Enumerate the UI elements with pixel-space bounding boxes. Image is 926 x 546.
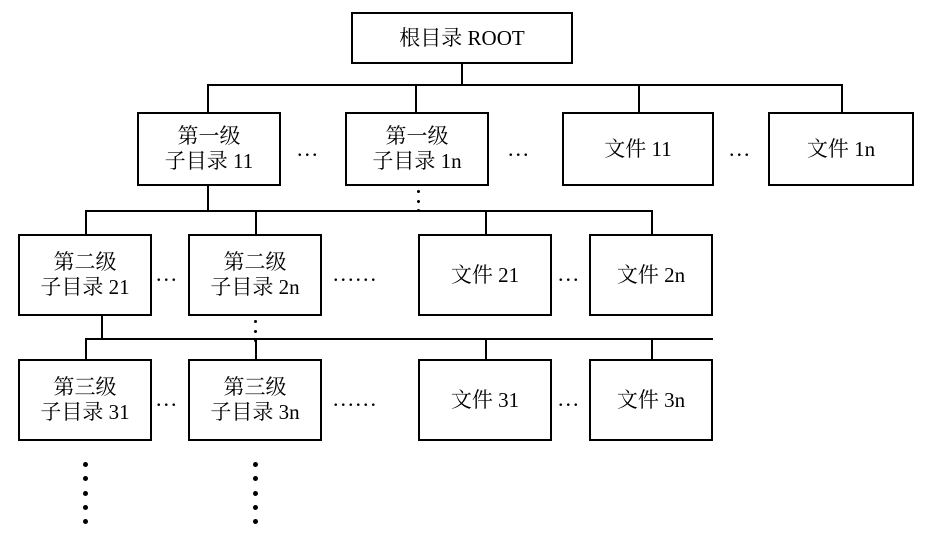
node-dir-2n [188, 234, 322, 316]
node-dir-1n-line2: 子目录 1n [372, 149, 462, 173]
edge-drop-dir21 [85, 210, 87, 235]
edge-drop-dir2n [255, 210, 257, 235]
edge-drop-file1n [841, 84, 843, 112]
node-dir-3n-line2: 子目录 3n [210, 400, 300, 424]
node-file-11-label: 文件 11 [604, 136, 672, 161]
ellipsis-level1-a: ... [297, 136, 320, 161]
ellipsis-vertical-level1 [415, 190, 421, 212]
ellipsis-vertical-level2 [252, 320, 258, 342]
edge-drop-file3n [651, 338, 653, 360]
edge-drop-dir1n [415, 84, 417, 112]
edge-dir11-stem [207, 186, 209, 212]
ellipsis-level3-a: ... [156, 386, 179, 411]
node-file-31-label: 文件 31 [450, 387, 520, 412]
edge-drop-file11 [638, 84, 640, 112]
node-file-3n-label: 文件 3n [616, 387, 686, 412]
edge-level3-bus [85, 338, 713, 340]
node-dir-21 [18, 234, 152, 316]
ellipsis-level2-c: ... [558, 261, 581, 286]
edge-drop-file21 [485, 210, 487, 235]
node-file-2n-label: 文件 2n [616, 262, 686, 287]
edge-level2-bus [85, 210, 653, 212]
ellipsis-level2-a: ... [156, 261, 179, 286]
ellipsis-level1-b: ... [508, 136, 531, 161]
node-dir-21-line2: 子目录 21 [40, 275, 130, 299]
edge-drop-dir31 [85, 338, 87, 360]
node-file-1n-label: 文件 1n [806, 136, 876, 161]
ellipsis-level3-b: ...... [333, 386, 378, 411]
edge-dir21-stem [101, 316, 103, 340]
node-dir-21-line1: 第二级 [53, 250, 117, 275]
node-file-21-label: 文件 21 [450, 262, 520, 287]
node-dir-2n-line1: 第二级 [223, 250, 287, 275]
node-dir-11 [137, 112, 281, 186]
node-file-21 [418, 234, 552, 316]
node-file-2n [589, 234, 713, 316]
node-dir-2n-line2: 子目录 2n [210, 275, 300, 299]
ellipsis-level1-c: ... [729, 136, 752, 161]
node-dir-1n-line1: 第一级 [385, 124, 449, 149]
edge-drop-file2n [651, 210, 653, 235]
node-dir-1n [345, 112, 489, 186]
ellipsis-vertical-dir31 [82, 462, 88, 524]
ellipsis-level3-c: ... [558, 386, 581, 411]
node-dir-3n [188, 359, 322, 441]
node-dir-11-line2: 子目录 11 [164, 149, 254, 173]
node-root [351, 12, 573, 64]
node-file-31 [418, 359, 552, 441]
edge-level1-bus [207, 84, 843, 86]
node-dir-31 [18, 359, 152, 441]
node-file-3n [589, 359, 713, 441]
node-dir-31-line2: 子目录 31 [40, 400, 130, 424]
ellipsis-vertical-dir3n [252, 462, 258, 524]
edge-root-stem [461, 64, 463, 85]
edge-drop-dir11 [207, 84, 209, 112]
node-dir-11-line1: 第一级 [177, 124, 241, 149]
edge-drop-file31 [485, 338, 487, 360]
node-root-label: 根目录 ROOT [399, 25, 525, 50]
node-file-1n [768, 112, 914, 186]
ellipsis-level2-b: ...... [333, 261, 378, 286]
node-file-11 [562, 112, 714, 186]
node-dir-31-line1: 第三级 [53, 375, 117, 400]
node-dir-3n-line1: 第三级 [223, 375, 287, 400]
